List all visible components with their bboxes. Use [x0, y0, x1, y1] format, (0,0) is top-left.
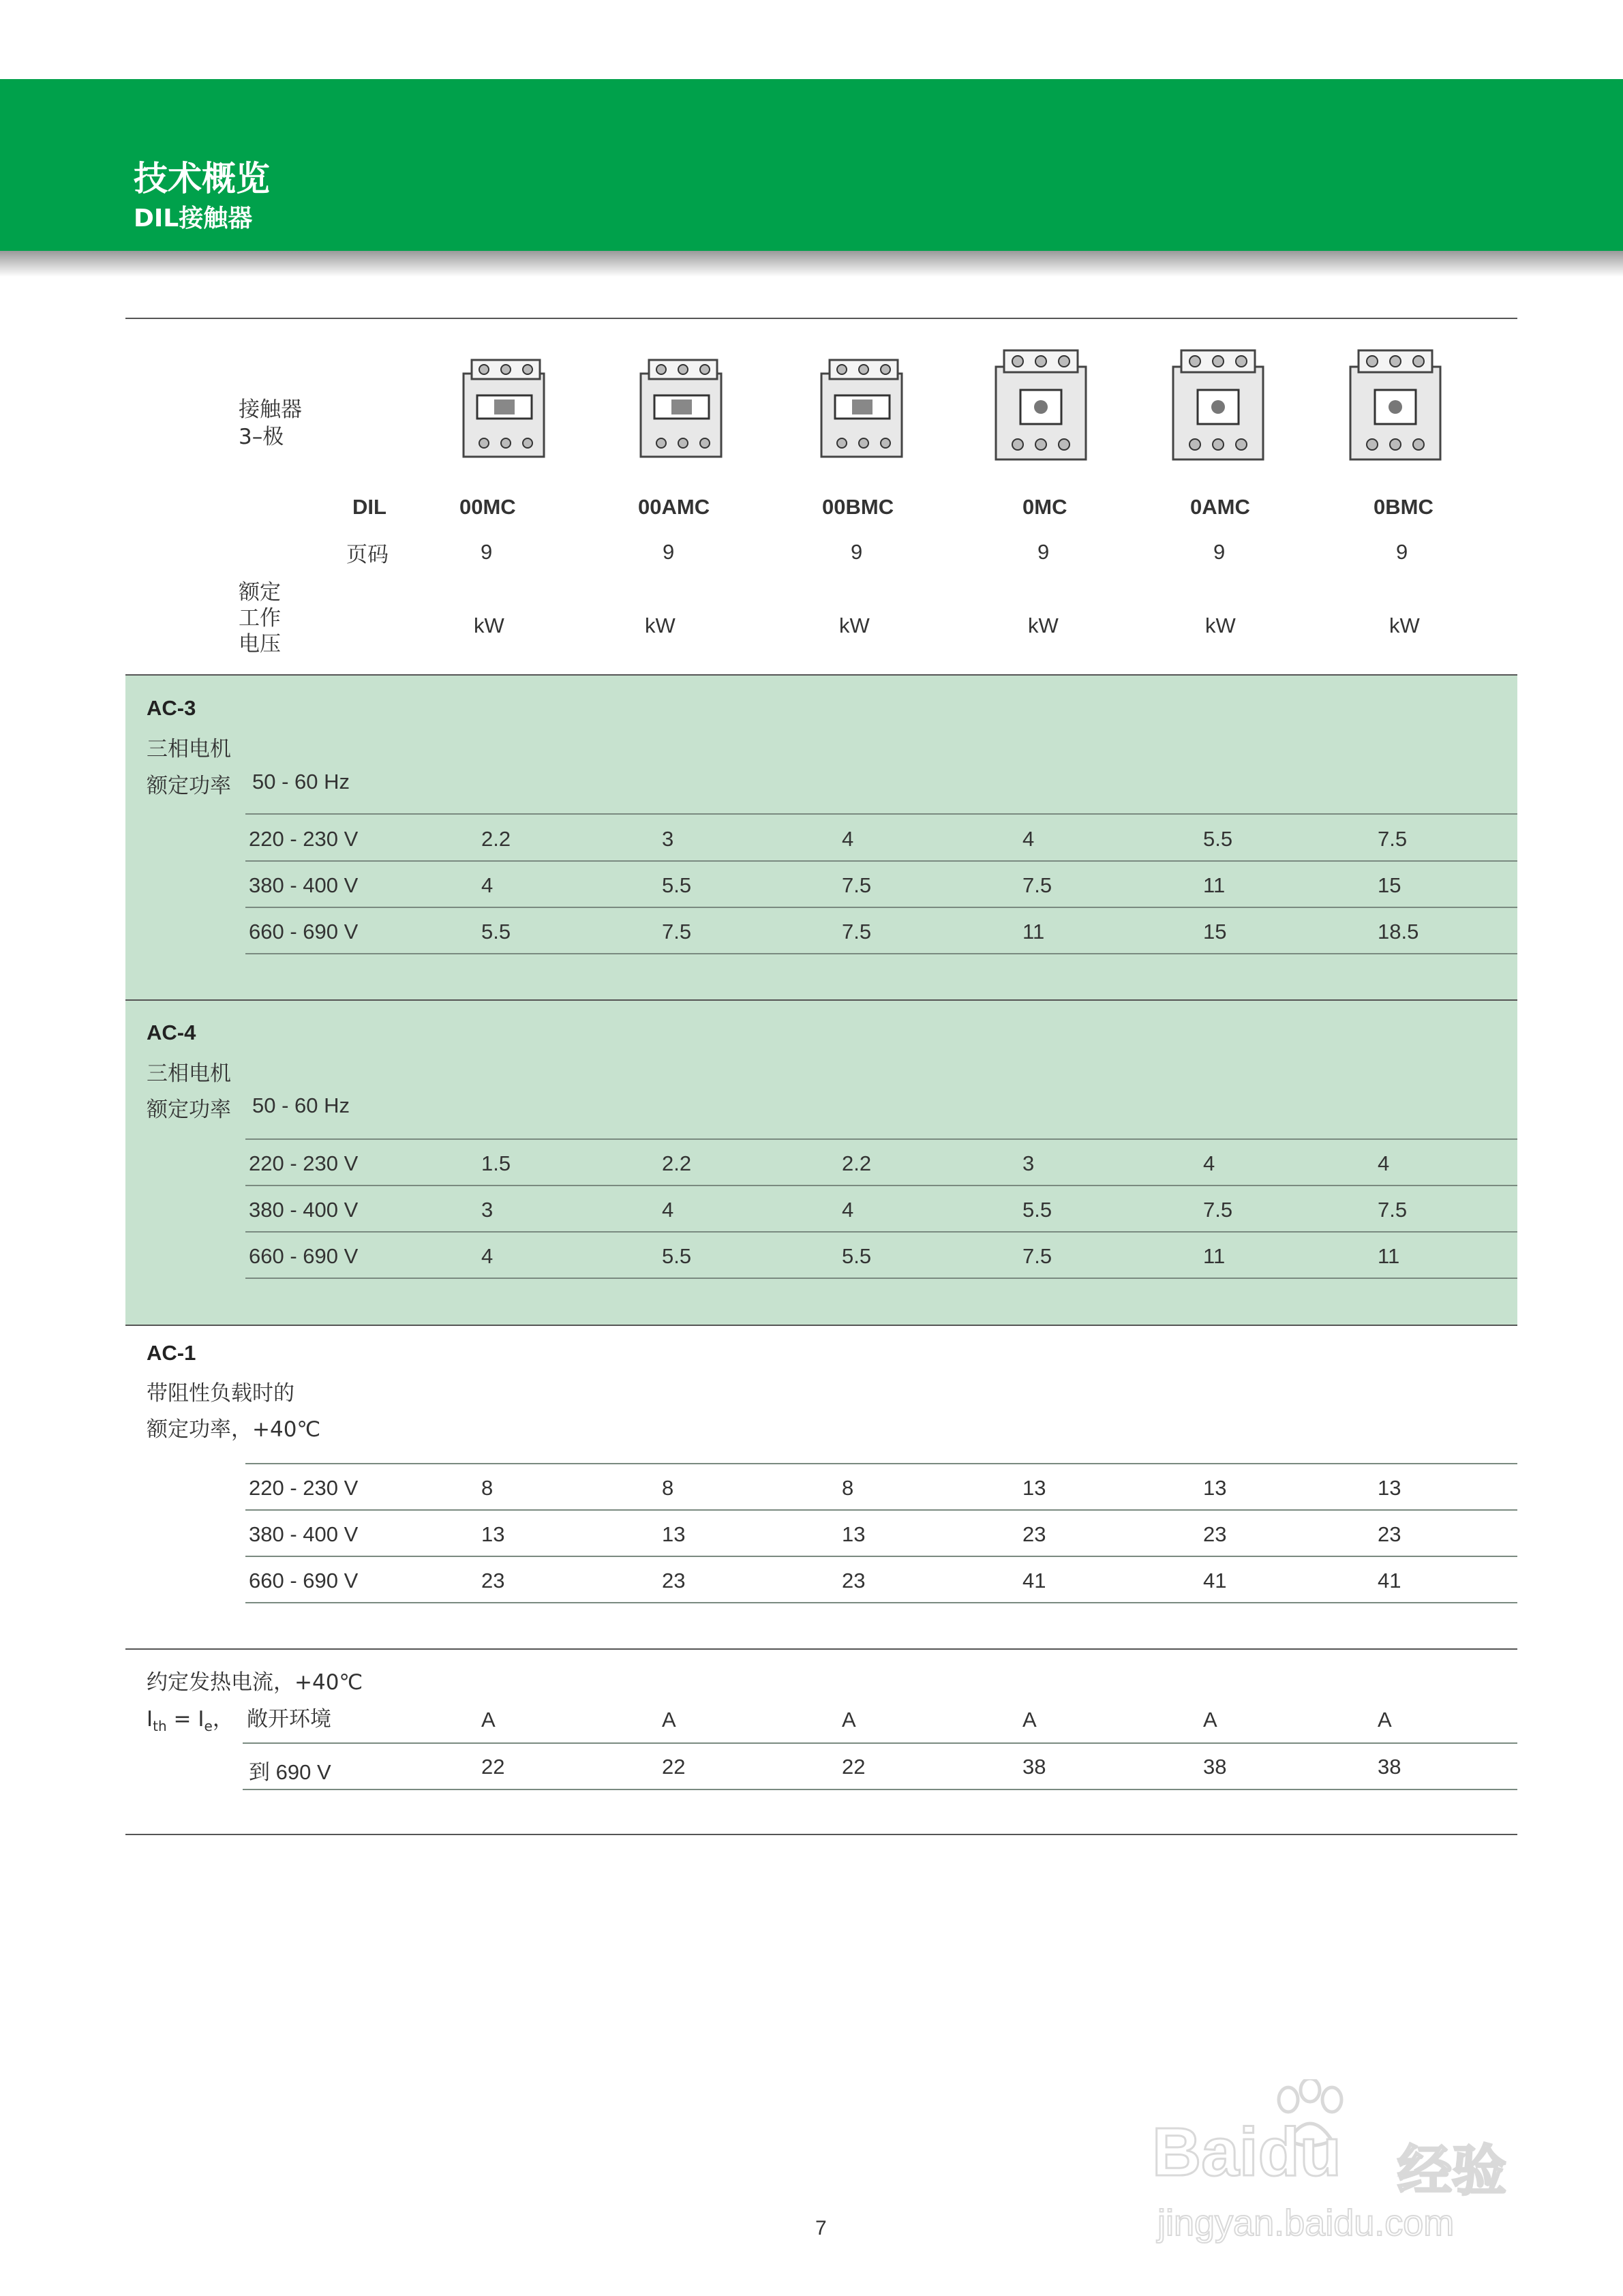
ac3-top-rule	[125, 674, 1517, 676]
ac3-cell: 4	[1022, 827, 1035, 851]
baidu-watermark	[1152, 2079, 1534, 2243]
ac1-cell: 8	[842, 1476, 854, 1500]
ac1-row-rule	[245, 1463, 1517, 1464]
ac3-cell: 18.5	[1378, 920, 1419, 943]
ac4-row-voltage: 660 - 690 V	[249, 1244, 359, 1268]
ac1-top-rule	[125, 1325, 1517, 1326]
ac1-cell: 41	[1022, 1569, 1046, 1592]
unit-00BMC: kW	[839, 614, 870, 637]
ac3-cell: 3	[662, 827, 674, 851]
ac1-code: AC-1	[147, 1341, 196, 1365]
ac4-cell: 11	[1378, 1244, 1400, 1268]
product-image-0BMC	[1346, 348, 1448, 464]
ac3-cell: 4	[481, 873, 494, 897]
ac3-cell: 4	[842, 827, 854, 851]
ac1-row-rule	[245, 1509, 1517, 1511]
ac4-cell: 5.5	[842, 1244, 872, 1268]
page-0BMC: 9	[1396, 540, 1408, 564]
watermark-brand	[1152, 2113, 1341, 2192]
product-image-0AMC	[1169, 348, 1271, 464]
ac4-cell: 7.5	[1022, 1244, 1052, 1268]
ac1-line2: 额定功率，+40℃	[147, 1417, 321, 1442]
ac1-cell: 23	[662, 1569, 686, 1592]
ac1-cell: 13	[1378, 1476, 1401, 1500]
product-image-00AMC	[634, 354, 736, 470]
ac1-cell: 13	[842, 1522, 866, 1546]
thermal-row-rule	[243, 1742, 1517, 1744]
ac3-row-rule	[245, 953, 1517, 954]
ac4-row-rule	[245, 1231, 1517, 1233]
unit-0MC: kW	[1028, 614, 1059, 637]
watermark-cn: 经验	[1397, 2139, 1506, 2203]
ac1-cell: 23	[842, 1569, 866, 1592]
ac3-cell: 5.5	[481, 920, 511, 943]
page-00AMC: 9	[663, 540, 675, 564]
ac4-cell: 1.5	[481, 1151, 511, 1175]
thermal-cell: 22	[842, 1755, 866, 1779]
ac1-row-voltage: 220 - 230 V	[249, 1476, 359, 1500]
ac4-cell: 7.5	[1203, 1198, 1233, 1222]
ac4-cell: 7.5	[1378, 1198, 1408, 1222]
thermal-unit: A	[1022, 1708, 1037, 1732]
page-label: 页码	[346, 543, 389, 567]
ac3-cell: 5.5	[1203, 827, 1233, 851]
ac1-row-rule	[245, 1602, 1517, 1603]
ac3-cell: 7.5	[1378, 827, 1408, 851]
ac4-code: AC-4	[147, 1021, 196, 1044]
ac4-line1: 三相电机	[147, 1061, 231, 1086]
ac3-row-rule	[245, 907, 1517, 908]
ac1-row-voltage: 660 - 690 V	[249, 1569, 359, 1592]
ac4-row-voltage: 380 - 400 V	[249, 1198, 359, 1222]
ac4-cell: 11	[1203, 1244, 1226, 1268]
ac3-cell: 2.2	[481, 827, 511, 851]
watermark-url: jingyan.baidu.com	[1157, 2203, 1455, 2244]
thermal-cell: 22	[481, 1755, 505, 1779]
product-image-0MC	[992, 348, 1094, 464]
model-0BMC: 0BMC	[1374, 495, 1434, 519]
ac4-cell: 5.5	[662, 1244, 692, 1268]
thermal-line1: 约定发热电流，+40℃	[147, 1670, 363, 1695]
ac1-cell: 13	[481, 1522, 505, 1546]
ac3-code: AC-3	[147, 696, 196, 720]
thermal-unit: A	[481, 1708, 496, 1732]
thermal-cell: 38	[1203, 1755, 1227, 1779]
thermal-formula	[147, 1702, 234, 1734]
thermal-unit: A	[1378, 1708, 1392, 1732]
thermal-cell: 22	[662, 1755, 686, 1779]
ac3-row-voltage: 380 - 400 V	[249, 873, 359, 897]
ith-symbol: I	[147, 1707, 153, 1732]
ac1-cell: 23	[1378, 1522, 1401, 1546]
unit-0BMC: kW	[1389, 614, 1420, 637]
ac3-cell: 15	[1378, 873, 1401, 897]
ac4-cell: 4	[1378, 1151, 1390, 1175]
ac1-cell: 23	[481, 1569, 505, 1592]
ac4-cell: 4	[481, 1244, 494, 1268]
ac4-cell: 2.2	[662, 1151, 692, 1175]
page-00MC: 9	[481, 540, 493, 564]
ac4-cell: 3	[1022, 1151, 1035, 1175]
contactor-label: 接触器	[239, 397, 302, 422]
product-image-00BMC	[815, 354, 917, 470]
ac1-cell: 41	[1203, 1569, 1227, 1592]
formula-comma: ，	[212, 1707, 234, 1732]
watermark-brand-text: Baidu	[1152, 2114, 1341, 2190]
thermal-row-rule	[243, 1789, 1517, 1790]
thermal-env: 敞开环境	[247, 1707, 331, 1732]
thermal-cell: 38	[1022, 1755, 1046, 1779]
ac1-cell: 13	[1203, 1476, 1227, 1500]
ac3-cell: 7.5	[842, 920, 872, 943]
ac4-cell: 4	[1203, 1151, 1215, 1175]
ac4-row-rule	[245, 1185, 1517, 1186]
model-00MC: 00MC	[459, 495, 516, 519]
ac3-freq: 50 - 60 Hz	[252, 770, 350, 794]
model-00BMC: 00BMC	[822, 495, 894, 519]
thermal-top-rule	[125, 1648, 1517, 1650]
page-number: 7	[815, 2217, 827, 2239]
ac4-row-voltage: 220 - 230 V	[249, 1151, 359, 1175]
ac1-cell: 13	[1022, 1476, 1046, 1500]
ac3-cell: 7.5	[842, 873, 872, 897]
ac3-cell: 11	[1022, 920, 1045, 943]
ac3-row-rule	[245, 813, 1517, 815]
ac1-cell: 41	[1378, 1569, 1401, 1592]
ac3-cell: 7.5	[1022, 873, 1052, 897]
ac3-line2: 额定功率	[147, 774, 231, 798]
voltage-label-1: 额定	[239, 580, 281, 605]
ac1-line1: 带阻性负载时的	[147, 1381, 294, 1406]
unit-0AMC: kW	[1205, 614, 1236, 637]
page-subtitle: DIL接触器	[134, 205, 253, 232]
page-title: 技术概览	[134, 159, 270, 198]
ac4-cell: 2.2	[842, 1151, 872, 1175]
banner-shadow	[0, 251, 1623, 277]
ac1-cell: 23	[1022, 1522, 1046, 1546]
unit-00MC: kW	[474, 614, 504, 637]
ac3-cell: 5.5	[662, 873, 692, 897]
ac3-row-voltage: 660 - 690 V	[249, 920, 359, 943]
ith-subscript: th	[153, 1718, 167, 1735]
ac3-cell: 15	[1203, 920, 1227, 943]
thermal-unit: A	[662, 1708, 676, 1732]
page-00BMC: 9	[851, 540, 863, 564]
voltage-label-2: 工作	[239, 606, 281, 631]
ac4-cell: 4	[662, 1198, 674, 1222]
ac3-line1: 三相电机	[147, 737, 231, 761]
ac1-cell: 23	[1203, 1522, 1227, 1546]
product-image-00MC	[457, 354, 559, 470]
ac3-cell: 11	[1203, 873, 1226, 897]
ac1-row-rule	[245, 1556, 1517, 1557]
thermal-unit: A	[1203, 1708, 1217, 1732]
ie-symbol: = I	[166, 1707, 204, 1732]
ac4-cell: 4	[842, 1198, 854, 1222]
ac4-line2: 额定功率	[147, 1098, 231, 1122]
ac3-cell: 7.5	[662, 920, 692, 943]
ac1-cell: 13	[662, 1522, 686, 1546]
ac3-row-voltage: 220 - 230 V	[249, 827, 359, 851]
table-bottom-rule	[125, 1834, 1517, 1835]
dil-label: DIL	[352, 495, 386, 519]
unit-00AMC: kW	[645, 614, 676, 637]
thermal-unit: A	[842, 1708, 856, 1732]
thermal-cell: 38	[1378, 1755, 1401, 1779]
ac3-row-rule	[245, 860, 1517, 862]
ie-subscript: e	[204, 1718, 213, 1735]
model-0AMC: 0AMC	[1190, 495, 1250, 519]
voltage-label-3: 电压	[239, 632, 281, 656]
page-0AMC: 9	[1213, 540, 1226, 564]
ac4-top-rule	[125, 999, 1517, 1001]
thermal-row-label: 到 690 V	[249, 1760, 331, 1784]
page-0MC: 9	[1037, 540, 1050, 564]
table-top-rule	[125, 318, 1517, 319]
poles-label: 3–极	[239, 425, 284, 449]
ac4-row-rule	[245, 1138, 1517, 1140]
ac4-freq: 50 - 60 Hz	[252, 1093, 350, 1117]
ac1-cell: 8	[481, 1476, 494, 1500]
ac4-cell: 3	[481, 1198, 494, 1222]
ac4-cell: 5.5	[1022, 1198, 1052, 1222]
ac1-cell: 8	[662, 1476, 674, 1500]
ac1-row-voltage: 380 - 400 V	[249, 1522, 359, 1546]
ac4-row-rule	[245, 1278, 1517, 1279]
model-0MC: 0MC	[1022, 495, 1067, 519]
model-00AMC: 00AMC	[638, 495, 710, 519]
